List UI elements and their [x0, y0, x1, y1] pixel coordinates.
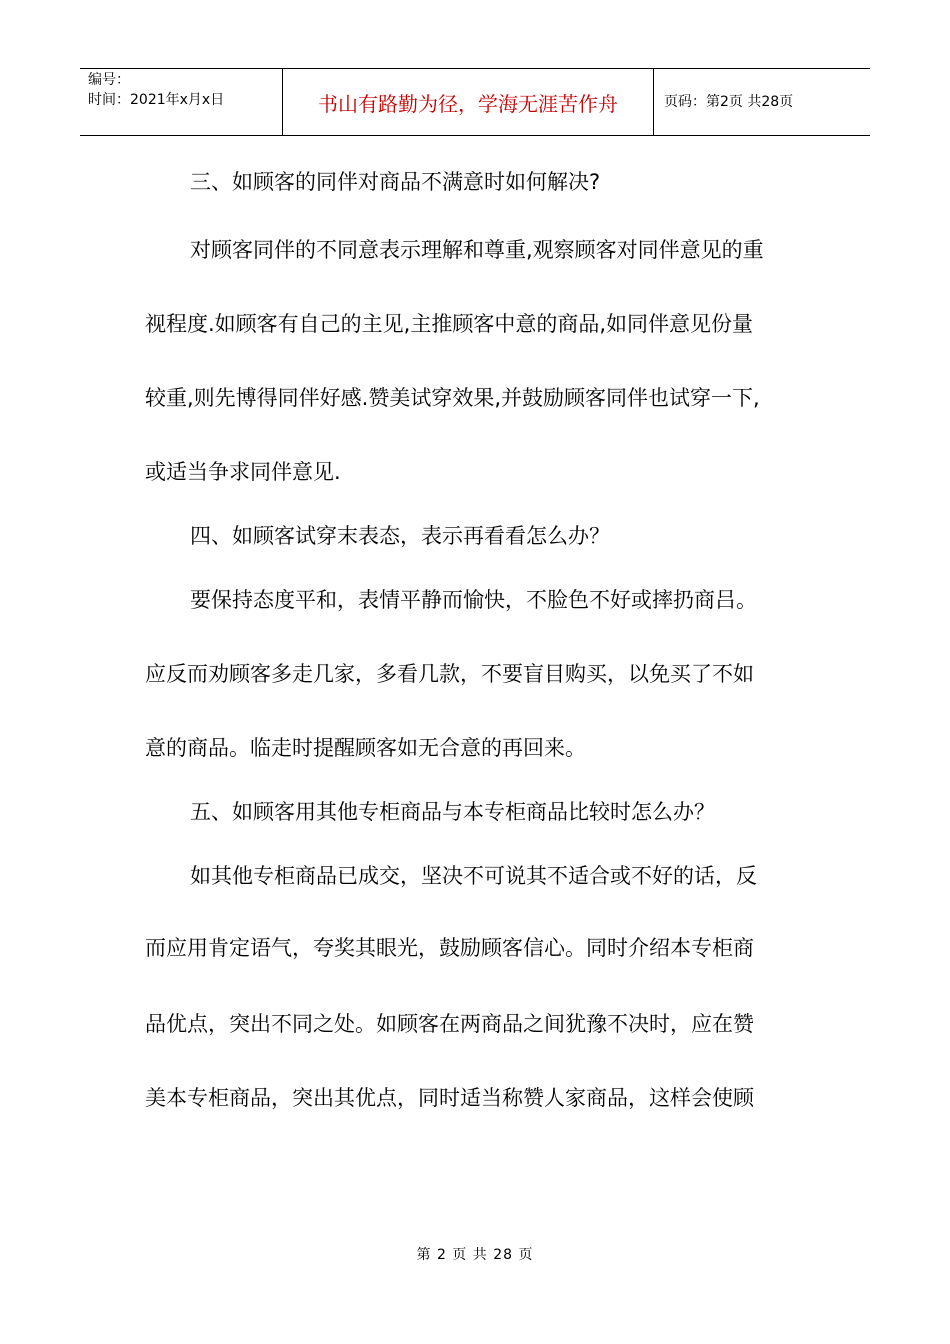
header-motto: 书山有路勤为径，学海无涯苦作舟: [318, 92, 618, 116]
paragraph-line: 要保持态度平和，表情平静而愉快，不脸色不好或摔扔商吕。: [190, 588, 757, 612]
paragraph-line: 视程度.如顾客有自己的主见,主推顾客中意的商品,如同伴意见份量: [145, 312, 754, 336]
section-heading-5: 五、如顾客用其他专柜商品与本专柜商品比较时怎么办？: [190, 800, 715, 824]
header-info-cell: [80, 69, 282, 135]
document-number-label: 编号：: [88, 72, 130, 88]
paragraph-line: 对顾客同伴的不同意表示理解和尊重,观察顾客对同伴意见的重: [190, 238, 764, 262]
document-date-label: 时间：2021年x月x日: [88, 92, 225, 108]
section-heading-3: 三、如顾客的同伴对商品不满意时如何解决?: [190, 170, 601, 194]
paragraph-line: 品优点，突出不同之处。如顾客在两商品之间犹豫不决时，应在赞: [145, 1012, 754, 1036]
paragraph-line: 较重,则先博得同伴好感.赞美试穿效果,并鼓励顾客同伴也试穿一下,: [145, 386, 760, 410]
paragraph-line: 美本专柜商品，突出其优点，同时适当称赞人家商品，这样会使顾: [145, 1086, 754, 1110]
header-motto-cell: [282, 69, 654, 135]
document-header: [80, 68, 870, 136]
paragraph-line: 应反而劝顾客多走几家，多看几款，不要盲目购买，以免买了不如: [145, 662, 754, 686]
header-page-code: 页码：第2页 共28页: [664, 94, 794, 110]
header-page-cell: [654, 69, 870, 135]
paragraph-line: 意的商品。临走时提醒顾客如无合意的再回来。: [145, 736, 586, 760]
paragraph-line: 如其他专柜商品已成交，坚决不可说其不适合或不好的话，反: [190, 864, 757, 888]
paragraph-line: 而应用肯定语气，夸奖其眼光，鼓励顾客信心。同时介绍本专柜商: [145, 936, 754, 960]
page-footer: 第 2 页 共 28 页: [416, 1247, 534, 1263]
section-heading-4: 四、如顾客试穿末表态，表示再看看怎么办？: [190, 524, 610, 548]
paragraph-line: 或适当争求同伴意见.: [145, 460, 341, 484]
